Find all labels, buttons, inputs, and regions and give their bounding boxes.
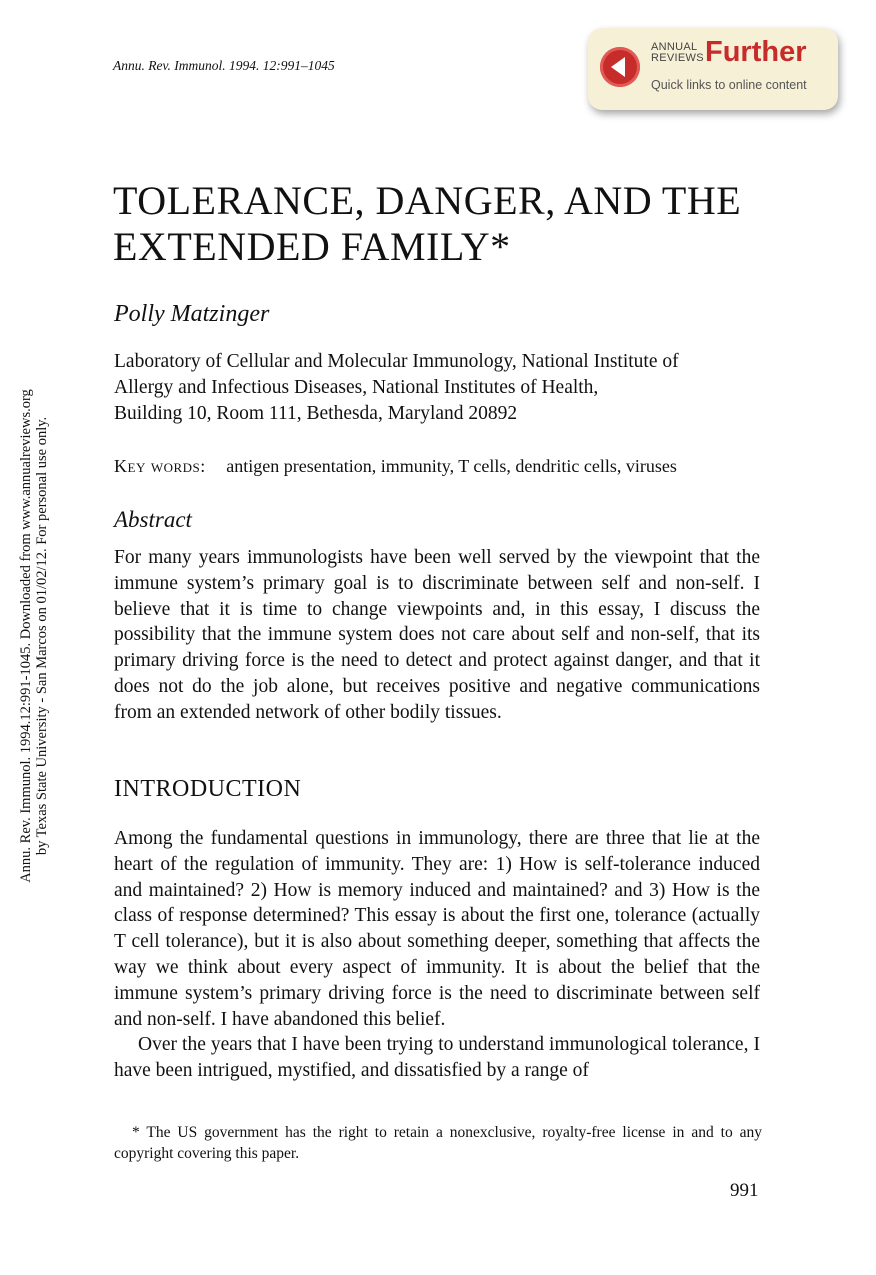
footnote-mark: * — [132, 1124, 140, 1141]
title-line-1: TOLERANCE, DANGER, AND THE — [113, 178, 742, 223]
download-notice — [18, 389, 50, 883]
badge-annual-text: ANNUAL — [651, 41, 698, 53]
footnote-text: The US government has the right to retain a nonexclusive, royalty-free license in and to any copyright covering this paper. — [114, 1124, 762, 1162]
further-annual-reviews-badge[interactable] — [588, 28, 838, 110]
back-arrow-icon — [600, 47, 640, 87]
author-affiliation — [114, 349, 774, 427]
intro-paragraph-1: Among the fundamental questions in immunology, there are three that lie at the heart of the regulation of immunity. They are: 1) How is self-tolerance induced and maintained? 2) How is memory induced and maintained? and 3) How is the class of response determined? This essay is about the first one, tolerance (actually T cell tolerance), but it is also about something deeper, something that affects the way we think about every aspect of immunity. It is about the belief that the immune system’s primary driving force is the need to discriminate between self and non-self. I have abandoned this belief. — [114, 828, 760, 1030]
page-number: 991 — [730, 1180, 759, 1201]
article-title — [113, 178, 813, 270]
footnote — [114, 1122, 762, 1164]
badge-annual-reviews-label — [651, 42, 704, 64]
download-notice-margin — [0, 0, 60, 1275]
intro-paragraph-2: Over the years that I have been trying to understand immunological tolerance, I have been intrigued, mystified, and dissatisfied by a range of — [114, 1034, 760, 1082]
journal-reference: Annu. Rev. Immunol. 1994. 12:991–1045 — [113, 58, 335, 73]
introduction-heading: INTRODUCTION — [114, 776, 302, 802]
abstract-text: For many years immunologists have been well served by the viewpoint that the immune system’s primary goal is to discriminate between self and non-self. I believe that it is time to change viewpoints and, in this essay, I discuss the possibility that the immune system does not care about self and non-self, that its primary driving force is the need to detect and protect against danger, and that it does not do the job alone, but receives positive and negative communications from an extended network of other bodily tissues. — [114, 547, 760, 723]
download-notice-line-1: Annu. Rev. Immunol. 1994.12:991-1045. Downloaded from www.annualreviews.org — [18, 389, 34, 883]
author-name: Polly Matzinger — [114, 301, 270, 327]
badge-further-text: Further — [705, 36, 807, 68]
download-notice-line-2: by Texas State University - San Marcos on 01/02/12. For personal use only. — [34, 416, 50, 856]
title-line-2: EXTENDED FAMILY* — [113, 224, 511, 269]
introduction-text — [114, 826, 760, 1084]
abstract-heading: Abstract — [114, 507, 192, 532]
keywords-list: antigen presentation, immunity, T cells, dendritic cells, viruses — [226, 456, 677, 476]
affiliation-line: Building 10, Room 111, Bethesda, Maryland 20892 — [114, 403, 518, 424]
keywords — [114, 456, 774, 477]
keywords-label: Key words: — [114, 456, 206, 476]
affiliation-line: Allergy and Infectious Diseases, National Institutes of Health, — [114, 377, 599, 398]
badge-quick-links-text: Quick links to online content — [651, 78, 807, 92]
badge-reviews-text: REVIEWS — [651, 52, 704, 64]
affiliation-line: Laboratory of Cellular and Molecular Immunology, National Institute of — [114, 351, 679, 372]
